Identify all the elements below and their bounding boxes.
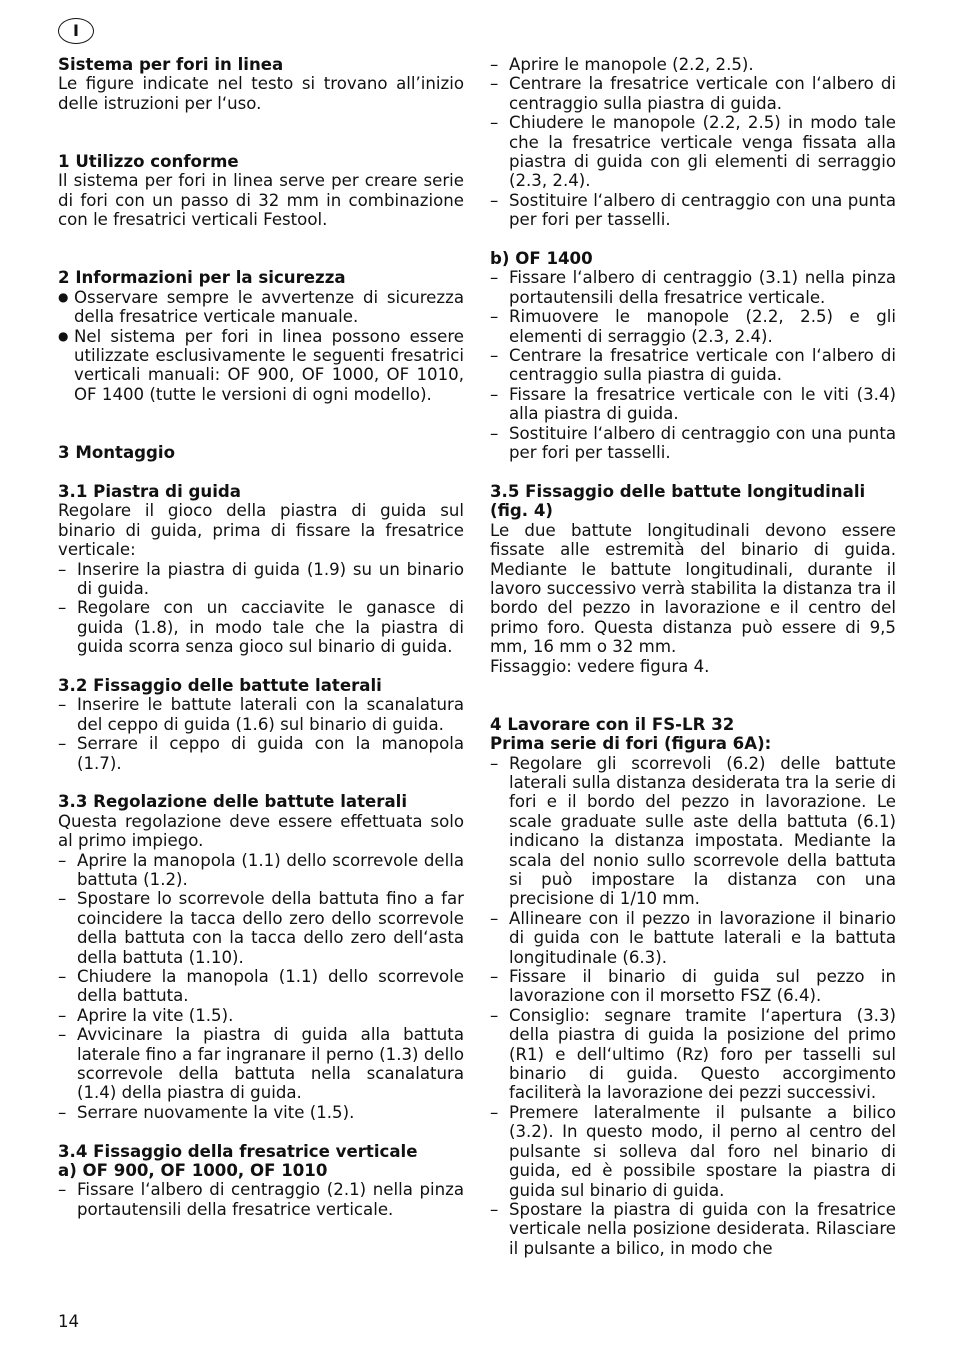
spacer xyxy=(58,657,464,676)
dash-list-item: – Aprire le manopole (2.2, 2.5). xyxy=(490,55,896,74)
spacer xyxy=(58,462,464,481)
section-heading: 2 Informazioni per la sicurezza xyxy=(58,268,346,288)
paragraph: Regolare il gioco della piastra di guida sul binario di guida, prima di fissare la fresatrice verticale: xyxy=(58,501,464,560)
dash-list-item: – Premere lateralmente il pulsante a bilico (3.2). In questo modo, il perno al centro del pulsante si solleva dal foro nel binario di guida, ed è possibile spostare la piastra di guida sul binario di guida. xyxy=(490,1103,896,1200)
spacer xyxy=(490,676,896,715)
dash-list-item: – Spostare la piastra di guida con la fresatrice verticale nella posizione desiderata. Rilasciare il pulsante a bilico, in modo che xyxy=(490,1200,896,1258)
dash-list-item: – Aprire la vite (1.5). xyxy=(58,1006,464,1025)
bullet-list-item: ● Osservare sempre le avvertenze di sicurezza della fresatrice verticale manuale. xyxy=(58,288,464,327)
section-heading: Prima serie di fori (figura 6A): xyxy=(490,734,772,754)
section-heading: 1 Utilizzo conforme xyxy=(58,152,239,172)
dash-list-item: – Fissare la fresatrice verticale con le viti (3.4) alla piastra di guida. xyxy=(490,385,896,424)
dash-list-item: – Rimuovere le manopole (2.2, 2.5) e gli elementi di serraggio (2.3, 2.4). xyxy=(490,307,896,346)
dash-list-item: – Inserire la piastra di guida (1.9) su un binario di guida. xyxy=(58,560,464,599)
paragraph: Fissaggio: vedere figura 4. xyxy=(490,656,710,676)
bullet-list-item: ● Nel sistema per fori in linea possono essere utilizzate esclusivamente le seguenti fresatrici verticali manuali: OF 900, OF 1000, OF 1010, OF 1400 (tutte le versioni di ogni modello). xyxy=(58,327,464,405)
section-heading: 3.2 Fissaggio delle battute laterali xyxy=(58,675,382,695)
dash-list-item: – Centrare la fresatrice verticale con l‘albero di centraggio sulla piastra di guida. xyxy=(490,346,896,385)
left-column xyxy=(58,55,464,1219)
spacer xyxy=(58,113,464,152)
spacer xyxy=(490,230,896,249)
section-heading: a) OF 900, OF 1000, OF 1010 xyxy=(58,1161,328,1181)
paragraph: Le figure indicate nel testo si trovano all’inizio delle istruzioni per l‘uso. xyxy=(58,74,464,113)
spacer xyxy=(58,404,464,443)
dash-list-item: – Sostituire l‘albero di centraggio con una punta per fori per tasselli. xyxy=(490,191,896,230)
dash-list-item: – Fissare l‘albero di centraggio (2.1) nella pinza portautensili della fresatrice verticale. xyxy=(58,1180,464,1219)
section-heading: 3.3 Regolazione delle battute laterali xyxy=(58,792,408,812)
dash-list-item: – Inserire le battute laterali con la scanalatura del ceppo di guida (1.6) sul binario di guida. xyxy=(58,695,464,734)
section-heading: Sistema per fori in linea xyxy=(58,55,284,74)
spacer xyxy=(58,230,464,269)
section-heading: 3.1 Piastra di guida xyxy=(58,481,241,501)
dash-list-item: – Serrare il ceppo di guida con la manopola (1.7). xyxy=(58,734,464,773)
spacer xyxy=(490,463,896,482)
spacer xyxy=(58,773,464,792)
paragraph: Il sistema per fori in linea serve per creare serie di fori con un passo di 32 mm in combinazione con le fresatrici verticali Festool. xyxy=(58,171,464,230)
dash-list-item: – Spostare lo scorrevole della battuta fino a far coincidere la tacca dello zero dello scorrevole della battuta con la tacca dello zero dell‘asta della battuta (1.10). xyxy=(58,889,464,967)
dash-list-item: – Chiudere le manopole (2.2, 2.5) in modo tale che la fresatrice verticale venga fissata alla piastra di guida con gli elementi di serraggio (2.3, 2.4). xyxy=(490,113,896,191)
dash-list-item: – Fissare il binario di guida sul pezzo in lavorazione con il morsetto FSZ (6.4). xyxy=(490,967,896,1006)
dash-list-item: – Fissare l‘albero di centraggio (3.1) nella pinza portautensili della fresatrice verticale. xyxy=(490,268,896,307)
dash-list-item: – Chiudere la manopola (1.1) dello scorrevole della battuta. xyxy=(58,967,464,1006)
dash-list-item: – Avvicinare la piastra di guida alla battuta laterale fino a far ingranare il perno (1.3) dello scorrevole della battuta nella scanalatura (1.4) della piastra di guida. xyxy=(58,1025,464,1103)
dash-list-item: – Centrare la fresatrice verticale con l‘albero di centraggio sulla piastra di guida. xyxy=(490,74,896,113)
dash-list-item: – Consiglio: segnare tramite l‘apertura (3.3) della piastra di guida la posizione del primo (R1) e dell‘ultimo (Rz) foro per tasselli sul binario di guida. Questo accorgimento faciliterà la lavorazione dei pezzi successivi. xyxy=(490,1006,896,1103)
dash-list-item: – Regolare con un cacciavite le ganasce di guida (1.8), in modo tale che la piastra di guida scorra senza gioco sul binario di guida. xyxy=(58,598,464,656)
dash-list-item: – Regolare gli scorrevoli (6.2) delle battute laterali sulla distanza desiderata tra la serie di fori e il bordo del pezzo in lavorazione. Le scale graduate sulle aste della battuta (6.1) indicano la distanza impostata. Mediante la scala del nonio sullo scorrevole della battuta si può impostare la distanza con una precisione di 1/10 mm. xyxy=(490,754,896,909)
language-badge: I xyxy=(58,18,94,44)
paragraph: Questa regolazione deve essere effettuata solo al primo impiego. xyxy=(58,811,464,851)
spacer xyxy=(58,1122,464,1141)
dash-list-item: – Aprire la manopola (1.1) dello scorrevole della battuta (1.2). xyxy=(58,851,464,890)
dash-list-item: – Serrare nuovamente la vite (1.5). xyxy=(58,1103,464,1122)
dash-list-item: – Sostituire l‘albero di centraggio con una punta per fori per tasselli. xyxy=(490,424,896,463)
section-heading: 3 Montaggio xyxy=(58,443,176,463)
dash-list-item: – Allineare con il pezzo in lavorazione il binario di guida con le battute laterali e la battuta longitudinale (6.3). xyxy=(490,909,896,967)
section-heading: 3.5 Fissaggio delle battute longitudinali (fig. 4) xyxy=(490,481,866,521)
section-heading: b) OF 1400 xyxy=(490,249,593,269)
section-heading: 4 Lavorare con il FS-LR 32 xyxy=(490,714,735,734)
page-number: 14 xyxy=(58,1312,80,1331)
right-column xyxy=(490,55,896,1258)
paragraph: Le due battute longitudinali devono essere fissate alle estremità del binario di guida. Mediante le battute longitudinali, durante il lavoro successivo verrà stabilita la distanza tra il bordo del pezzo in lavorazione e il centro del primo foro. Questa distanza può essere di 9,5 mm, 16 mm o 32 mm. xyxy=(490,520,896,657)
section-heading: 3.4 Fissaggio della fresatrice verticale xyxy=(58,1141,418,1161)
